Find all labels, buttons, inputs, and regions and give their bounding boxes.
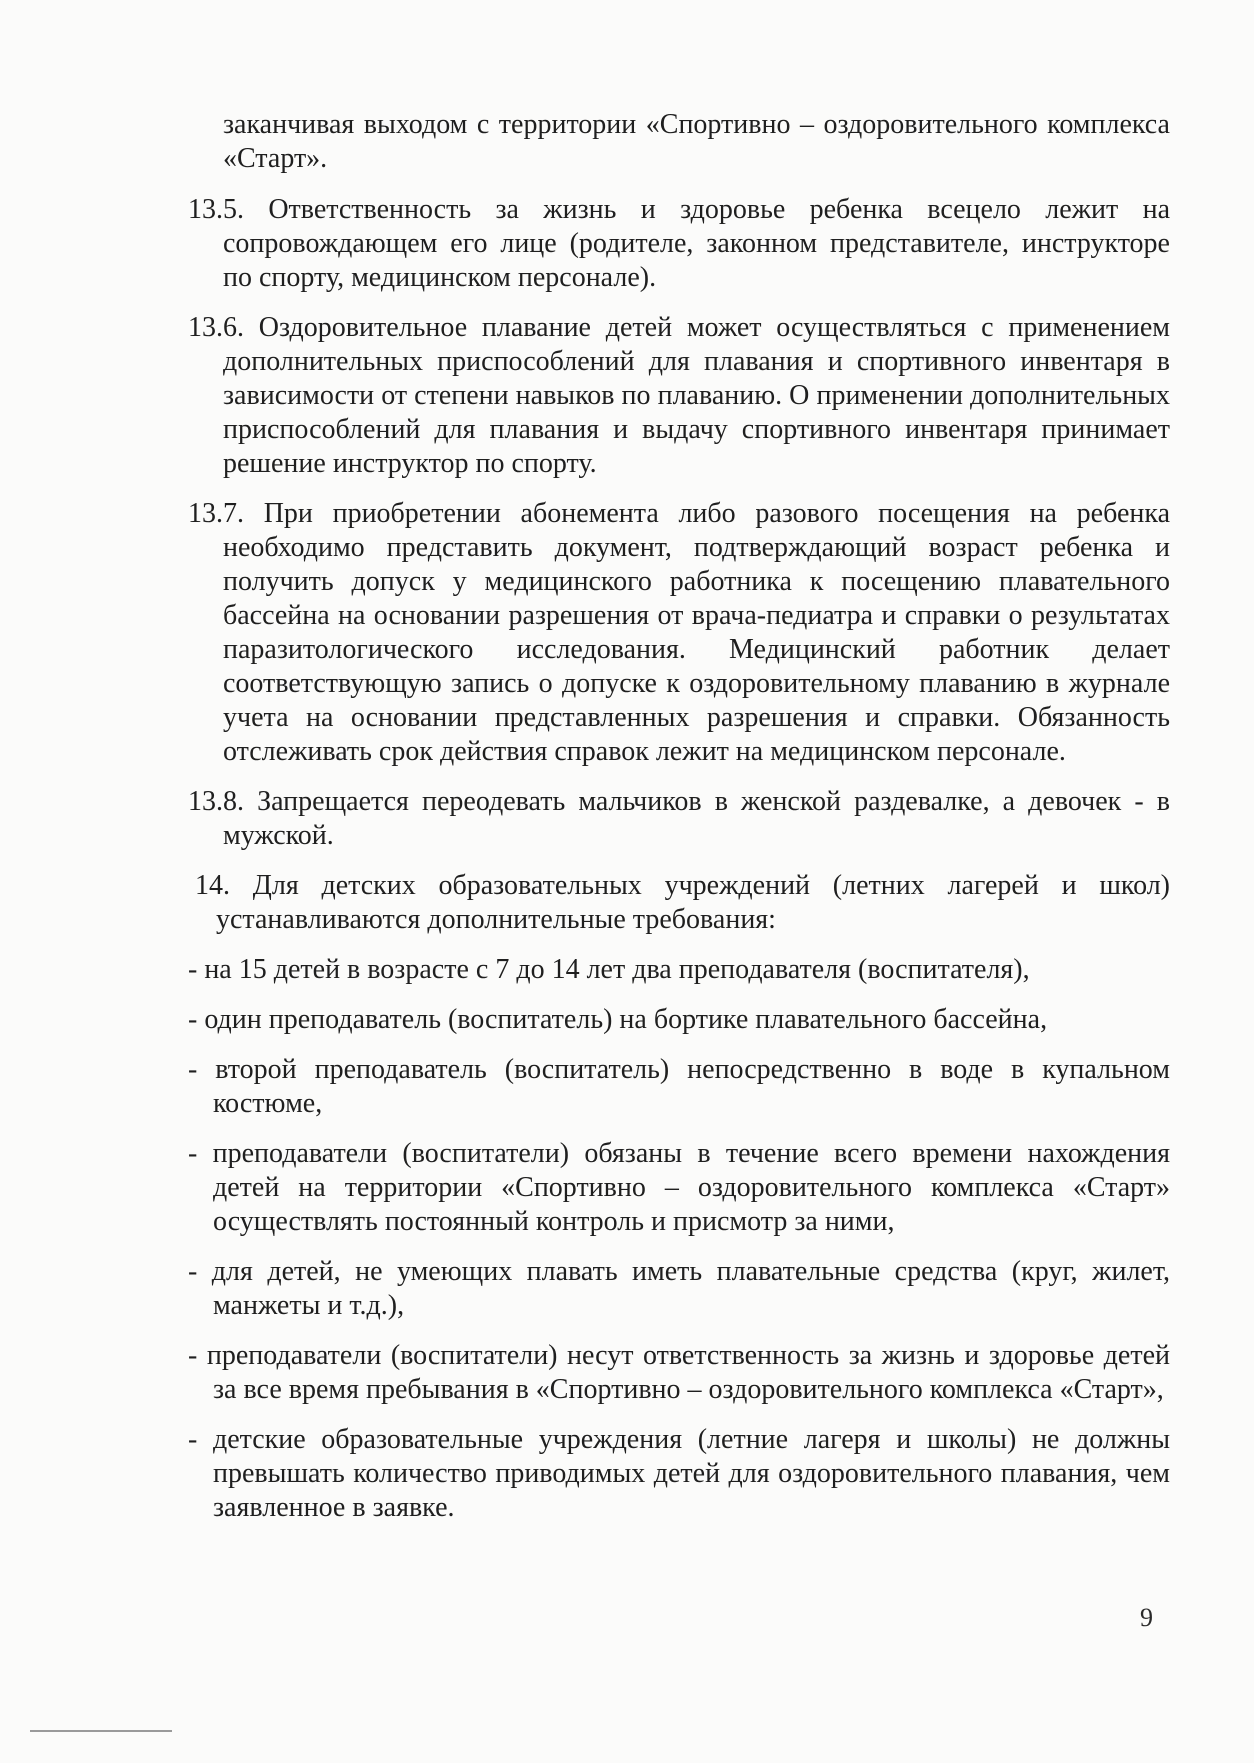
list-item: - для детей, не умеющих плавать иметь плавательные средства (круг, жилет, манжеты и т.д.), xyxy=(188,1256,1170,1321)
paragraph-13-6: 13.6. Оздоровительное плавание детей может осуществляться с применением дополнительных приспособлений для плавания и спортивного инвентаря в зависимости от степени навыков по плаванию. О применении дополнительных приспособлений для плавания и выдачу спортивного инвентаря принимает решение инструктор по спорту. xyxy=(188,312,1170,479)
continuation-paragraph: заканчивая выходом с территории «Спортивно – оздоровительного комплекса «Старт». xyxy=(223,109,1170,174)
scan-edge-line xyxy=(30,1730,172,1732)
list-item: - преподаватели (воспитатели) несут ответственность за жизнь и здоровье детей за все время пребывания в «Спортивно – оздоровительного комплекса «Старт», xyxy=(188,1340,1170,1405)
paragraph-14: 14. Для детских образовательных учреждений (летних лагерей и школ) устанавливаются дополнительные требования: xyxy=(195,870,1170,935)
document-body xyxy=(188,108,1170,1541)
list-item: - преподаватели (воспитатели) обязаны в течение всего времени нахождения детей на территории «Спортивно – оздоровительного комплекса «Старт» осуществлять постоянный контроль и присмотр за ними, xyxy=(188,1138,1170,1237)
page-number: 9 xyxy=(1140,1603,1153,1632)
list-item: - один преподаватель (воспитатель) на бортике плавательного бассейна, xyxy=(188,1004,1048,1035)
paragraph-13-5: 13.5. Ответственность за жизнь и здоровье ребенка всецело лежит на сопровождающем его лице (родителе, законном представителе, инструкторе по спорту, медицинском персонале). xyxy=(188,194,1170,293)
list-item: - детские образовательные учреждения (летние лагеря и школы) не должны превышать количество приводимых детей для оздоровительного плавания, чем заявленное в заявке. xyxy=(188,1424,1170,1523)
paragraph-13-7: 13.7. При приобретении абонемента либо разового посещения на ребенка необходимо представить документ, подтверждающий возраст ребенка и получить допуск у медицинского работника к посещению плавательного бассейна на основании разрешения от врача-педиатра и справки о результатах паразитологического исследования. Медицинский работник делает соответствующую запись о допуске к оздоровительному плаванию в журнале учета на основании представленных разрешения и справки. Обязанность отслеживать срок действия справок лежит на медицинском персонале. xyxy=(188,498,1170,767)
list-item: - на 15 детей в возрасте с 7 до 14 лет два преподавателя (воспитателя), xyxy=(188,954,1030,985)
paragraph-13-8: 13.8. Запрещается переодевать мальчиков в женской раздевалке, а девочек - в мужской. xyxy=(188,786,1170,851)
list-item: - второй преподаватель (воспитатель) непосредственно в воде в купальном костюме, xyxy=(188,1054,1170,1119)
